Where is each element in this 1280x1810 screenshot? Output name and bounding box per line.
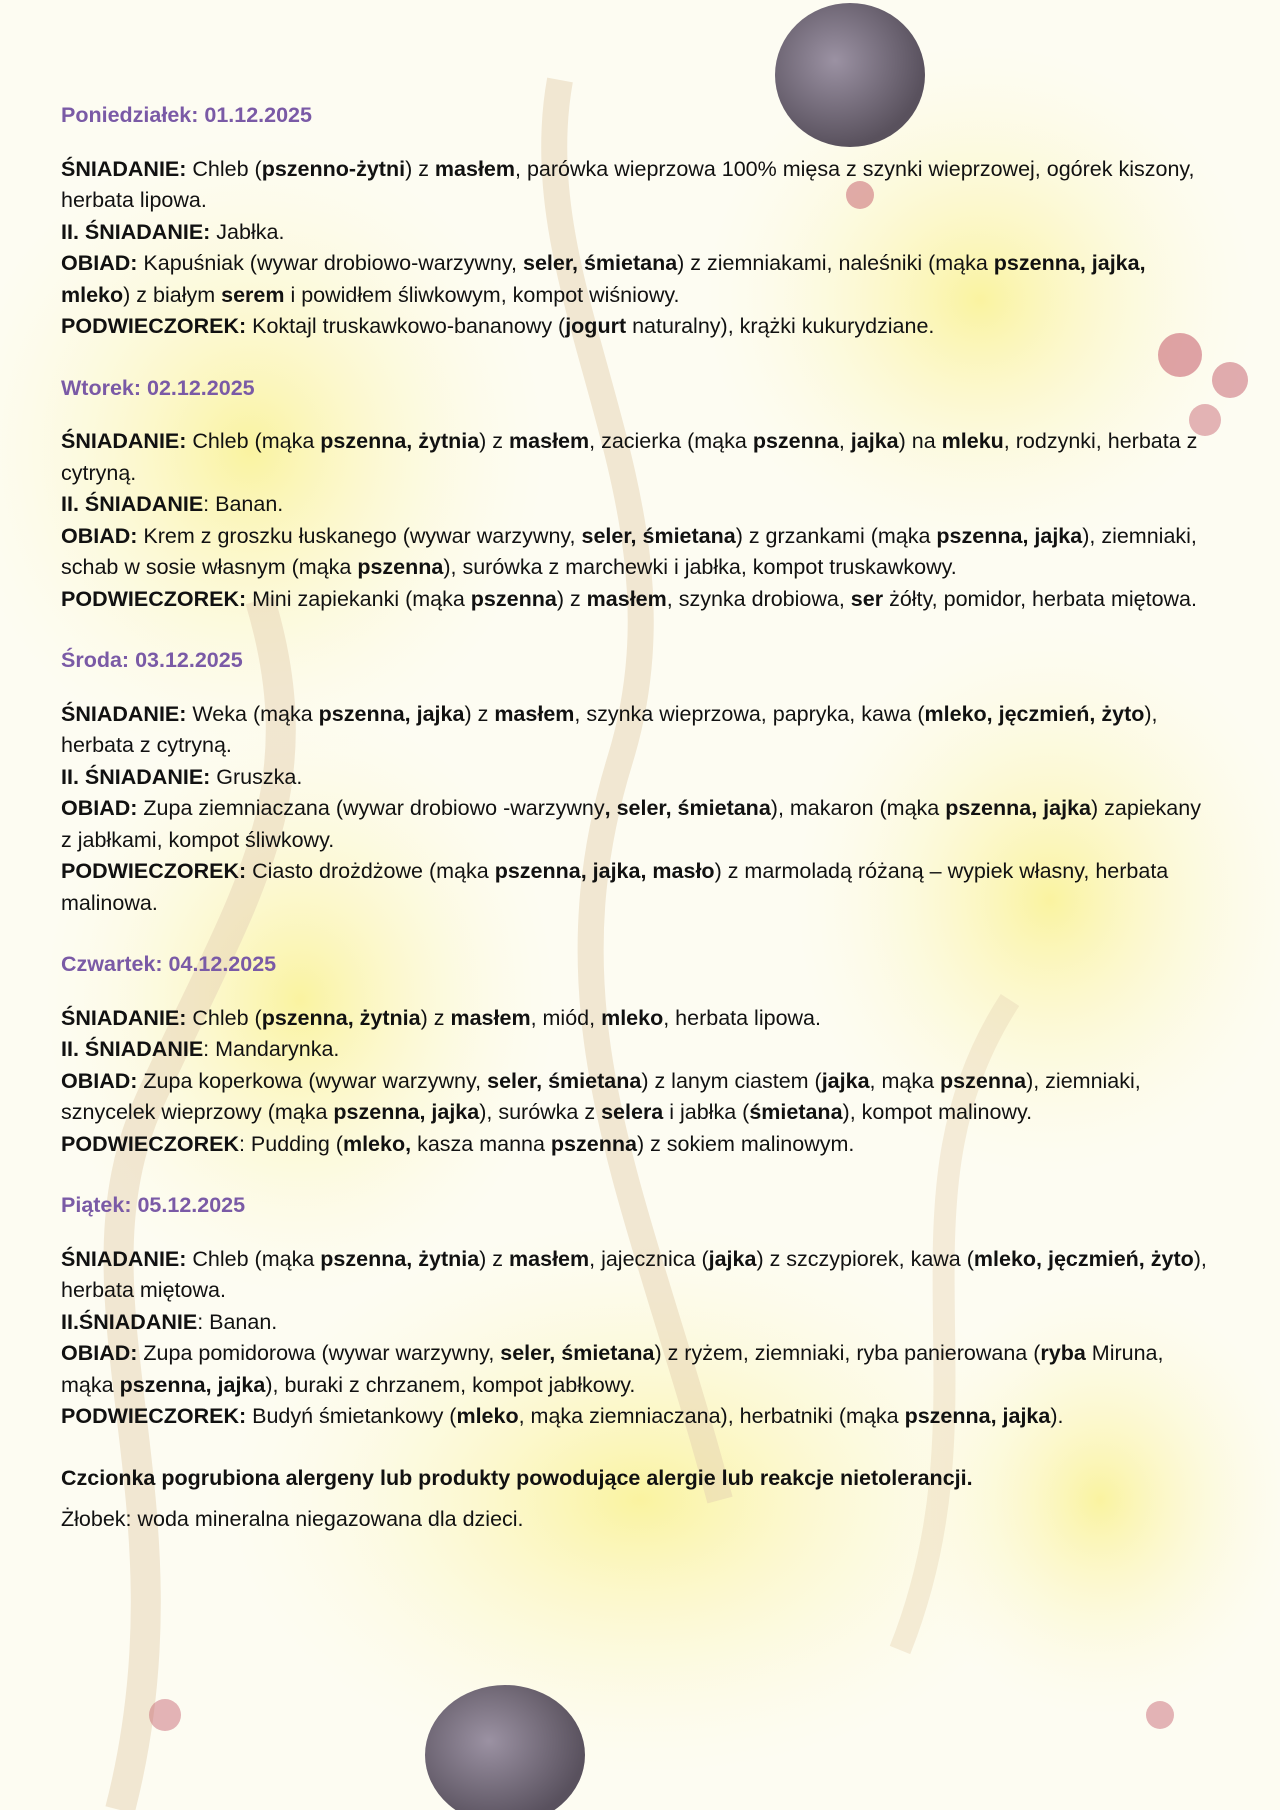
meal-text: , mąka: [869, 1068, 941, 1093]
meal-text: Mini zapiekanki (mąka: [246, 586, 471, 611]
meal-text: ) z ziemniakami, naleśniki (mąka: [677, 251, 994, 275]
meal-text: Zupa pomidorowa (wywar warzywny,: [137, 1341, 501, 1365]
allergen-text: masłem: [434, 156, 516, 181]
allergen-text: ryba: [1040, 1341, 1086, 1365]
meal-line: [61, 1244, 1211, 1307]
meal-text: ) z sokiem malinowym.: [636, 1131, 855, 1156]
meal-text: Gruszka.: [210, 764, 303, 789]
allergen-text: mleku: [941, 429, 1004, 453]
meal-text: kasza manna: [411, 1131, 551, 1156]
allergen-text: mleko, jęczmień, żyto: [924, 701, 1145, 726]
meal-label: PODWIECZOREK:: [61, 586, 247, 611]
day-meals: [61, 154, 1211, 343]
meal-line: [61, 1401, 1211, 1433]
day-meals: [61, 1003, 1211, 1161]
day-meals: [61, 699, 1211, 920]
meal-text: , szynka drobiowa,: [666, 586, 851, 611]
allergen-text: seler, śmietana: [581, 523, 736, 548]
allergen-text: pszenna, jajka, mleko: [61, 251, 1146, 307]
allergen-text: pszenna, jajka: [333, 1100, 480, 1124]
meal-text: , miód,: [530, 1005, 602, 1030]
meal-text: żółty, pomidor, herbata miętowa.: [883, 586, 1197, 611]
meal-text: Chleb (: [186, 156, 262, 181]
allergen-text: seler, śmietana: [522, 251, 678, 275]
meal-label: II. ŚNIADANIE:: [61, 764, 211, 789]
menu-page: [61, 100, 1211, 1536]
meal-line: [61, 856, 1211, 919]
meal-text: ) z: [556, 586, 587, 611]
meal-label: II. ŚNIADANIE:: [61, 219, 211, 244]
meal-text: Miruna, mąka: [61, 1341, 1164, 1397]
allergen-text: masłem: [586, 586, 667, 611]
allergen-text: masłem: [494, 701, 575, 726]
meal-text: ) z białym: [123, 282, 222, 307]
meal-text: Weka (mąka: [186, 701, 319, 726]
meal-label: PODWIECZOREK:: [61, 314, 247, 338]
allergen-text: masłem: [450, 1005, 531, 1030]
meal-text: ) z ryżem, ziemniaki, ryba panierowana (: [654, 1341, 1041, 1365]
meal-text: ) z: [479, 429, 510, 453]
day-heading: Wtorek: 02.12.2025: [61, 375, 255, 400]
allergen-text: jajka: [821, 1068, 870, 1093]
meal-label: OBIAD:: [61, 1341, 138, 1365]
meal-text: : Mandarynka.: [203, 1037, 340, 1061]
allergen-text: selera: [601, 1100, 664, 1124]
allergen-text: śmietana: [749, 1100, 843, 1124]
meal-line: [61, 1338, 1211, 1401]
allergen-text: jajka: [708, 1246, 757, 1271]
allergen-text: pszenna, jajka: [945, 796, 1092, 820]
meal-label: II. ŚNIADANIE: [61, 1037, 204, 1061]
meal-line: [61, 311, 1211, 343]
meal-text: i jabłka (: [663, 1100, 750, 1124]
allergen-text: seler, śmietana: [487, 1068, 642, 1093]
allergen-text: pszenna, jajka, masło: [494, 859, 715, 883]
water-note: Żłobek: woda mineralna niegazowana dla dzieci.: [61, 1507, 524, 1531]
allergen-text: mleko,: [342, 1131, 412, 1156]
meal-label: II.ŚNIADANIE: [61, 1309, 198, 1334]
meal-text: Ciasto drożdżowe (mąka: [246, 859, 495, 883]
meal-line: [61, 1307, 1211, 1339]
meal-label: ŚNIADANIE:: [61, 1246, 187, 1271]
meal-text: ) na: [898, 429, 942, 453]
meal-text: ), surówka z marchewki i jabłka, kompot truskawkowy.: [443, 555, 957, 579]
meal-text: ) z: [479, 1246, 510, 1271]
meal-label: PODWIECZOREK:: [61, 859, 247, 883]
meal-label: ŚNIADANIE:: [61, 701, 187, 726]
allergen-text: pszenna: [357, 555, 444, 579]
meal-line: [61, 584, 1211, 616]
meal-text: ) z szczypiorek, kawa (: [756, 1246, 974, 1271]
allergen-text: mleko: [601, 1005, 664, 1030]
meal-text: Jabłka.: [210, 219, 285, 244]
meal-text: : Banan.: [203, 492, 284, 516]
meal-text: Koktajl truskawkowo-bananowy (: [246, 314, 566, 338]
meal-line: [61, 1129, 1211, 1161]
allergen-text: masłem: [509, 429, 590, 453]
allergen-text: jajka: [850, 429, 899, 453]
meal-text: ) z: [405, 156, 435, 181]
meal-text: ), herbata z cytryną.: [61, 701, 1158, 757]
meal-line: [61, 699, 1211, 762]
meal-text: ), makaron (mąka: [770, 796, 946, 820]
meal-text: naturalny), krążki kukurydziane.: [626, 314, 935, 338]
meal-text: Chleb (mąka: [186, 1246, 321, 1271]
meal-text: Chleb (: [186, 1005, 262, 1030]
meal-text: Zupa koperkowa (wywar warzywny,: [137, 1068, 488, 1093]
meal-label: OBIAD:: [61, 523, 138, 548]
meal-text: Krem z groszku łuskanego (wywar warzywny,: [137, 523, 582, 548]
meal-text: Budyń śmietankowy (: [246, 1404, 457, 1428]
meal-text: , herbata lipowa.: [663, 1005, 821, 1030]
meal-label: II. ŚNIADANIE: [61, 492, 204, 516]
allergen-text: pszenna, jajka: [318, 701, 465, 726]
allergen-text: pszenno-żytni: [261, 156, 406, 181]
day-meals: [61, 426, 1211, 615]
meal-line: [61, 426, 1211, 489]
allergen-text: mleko, jęczmień, żyto: [973, 1246, 1194, 1271]
meal-label: ŚNIADANIE:: [61, 429, 187, 453]
day-meals: [61, 1244, 1211, 1433]
allergen-text: serem: [221, 282, 285, 307]
meal-text: ) zapiekany z jabłkami, kompot śliwkowy.: [61, 796, 1201, 852]
day-heading: Czwartek: 04.12.2025: [61, 952, 277, 976]
meal-text: ,: [838, 429, 851, 453]
meal-text: ) z: [420, 1005, 451, 1030]
allergen-text: pszenna, jajka: [936, 523, 1083, 548]
allergen-text: pszenna, jajka: [119, 1372, 266, 1397]
meal-text: Chleb (mąka: [186, 429, 321, 453]
meal-label: OBIAD:: [61, 796, 138, 820]
allergen-text: jogurt: [565, 314, 627, 338]
meal-text: ), kompot malinowy.: [842, 1100, 1033, 1124]
day-heading: Poniedziałek: 01.12.2025: [61, 103, 312, 127]
meal-text: ), surówka z: [479, 1100, 602, 1124]
meal-line: [61, 217, 1211, 249]
meal-line: [61, 1066, 1211, 1129]
allergen-text: pszenna: [550, 1131, 637, 1156]
meal-label: ŚNIADANIE:: [61, 1005, 187, 1030]
allergen-text: pszenna: [940, 1068, 1027, 1093]
meal-text: ) z lanym ciastem (: [641, 1068, 822, 1093]
day-heading: Środa: 03.12.2025: [61, 648, 243, 672]
meal-text: ) z grzankami (mąka: [735, 523, 937, 548]
meal-text: , rodzynki, herbata z cytryną.: [61, 429, 1198, 485]
meal-label: OBIAD:: [61, 1068, 138, 1093]
meal-text: i powidłem śliwkowym, kompot wiśniowy.: [284, 282, 680, 307]
allergen-text: pszenna: [752, 429, 839, 453]
meal-line: [61, 793, 1211, 856]
meal-text: , mąka ziemniaczana), herbatniki (mąka: [518, 1404, 905, 1428]
meal-label: ŚNIADANIE:: [61, 156, 187, 181]
meal-text: , jajecznica (: [589, 1246, 709, 1271]
meal-text: ) z marmoladą różaną – wypiek własny, herbata malinowa.: [61, 859, 1169, 915]
allergen-text: pszenna, jajka: [904, 1404, 1051, 1428]
meal-line: [61, 1003, 1211, 1035]
meal-label: PODWIECZOREK:: [61, 1404, 247, 1428]
meal-line: [61, 1034, 1211, 1066]
meal-text: : Pudding (: [238, 1131, 343, 1156]
meal-label: PODWIECZOREK: [61, 1131, 239, 1156]
allergen-text: pszenna, żytnia: [320, 429, 480, 453]
meal-text: Kapuśniak (wywar drobiowo-warzywny,: [137, 251, 523, 275]
allergen-text: seler, śmietana: [500, 1341, 655, 1365]
meal-text: , szynka wieprzowa, papryka, kawa (: [574, 701, 925, 726]
meal-text: ).: [1050, 1404, 1064, 1428]
allergen-text: ser: [850, 586, 884, 611]
meal-line: [61, 521, 1211, 584]
allergen-text: pszenna: [470, 586, 557, 611]
meal-line: [61, 154, 1211, 217]
meal-label: OBIAD:: [61, 251, 138, 275]
meal-text: ) z: [464, 701, 495, 726]
allergen-note: Czcionka pogrubiona alergeny lub produkty powodujące alergie lub reakcje nietolerancji.: [61, 1465, 973, 1490]
allergen-text: pszenna, żytnia: [320, 1246, 480, 1271]
meal-text: : Banan.: [197, 1309, 278, 1334]
meal-line: [61, 762, 1211, 794]
meal-text: ), herbata miętowa.: [61, 1246, 1207, 1302]
meal-text: , parówka wieprzowa 100% mięsa z szynki wieprzowej, ogórek kiszony, herbata lipowa.: [61, 156, 1195, 212]
day-heading: Piątek: 05.12.2025: [61, 1193, 246, 1217]
meal-line: [61, 489, 1211, 521]
allergen-text: , seler, śmietana: [604, 796, 771, 820]
meal-text: ), buraki z chrzanem, kompot jabłkowy.: [265, 1372, 636, 1397]
allergen-text: masłem: [509, 1246, 590, 1271]
allergen-text: mleko: [456, 1404, 519, 1428]
meal-line: [61, 248, 1211, 311]
meal-text: ), ziemniaki, schab w sosie własnym (mąka: [61, 523, 1197, 579]
meal-text: , zacierka (mąka: [589, 429, 753, 453]
allergen-text: pszenna, żytnia: [261, 1005, 421, 1030]
meal-text: Zupa ziemniaczana (wywar drobiowo -warzywny: [137, 796, 605, 820]
meal-text: ), ziemniaki, sznycelek wieprzowy (mąka: [61, 1068, 1141, 1124]
